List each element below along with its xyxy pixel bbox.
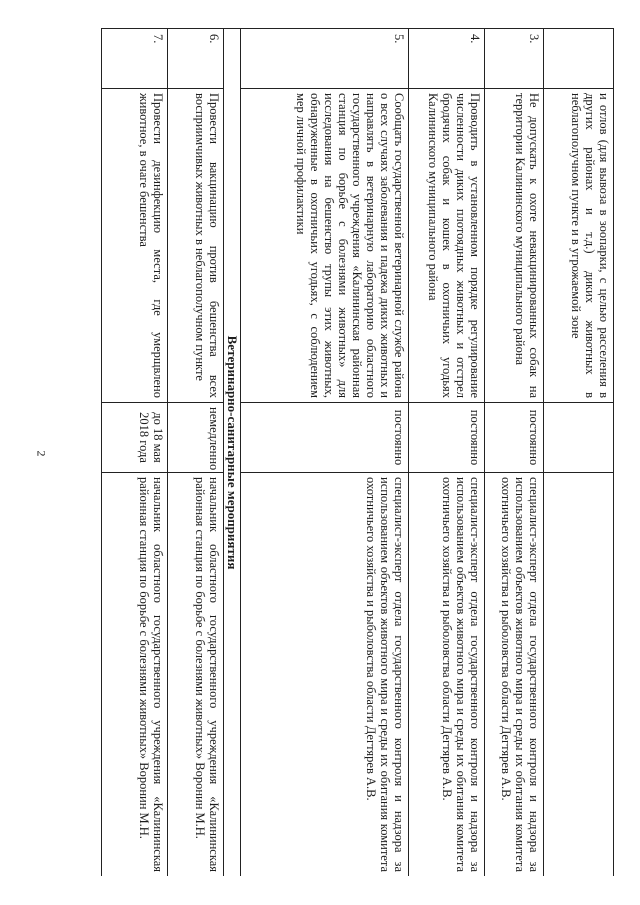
deadline-cell: немедленно	[168, 403, 224, 473]
page-number: 2	[34, 450, 49, 457]
responsible-cell: специалист-эксперт отдела государственного контроля и надзора за использованием объектов животного мира и среды их обитания комитета охотничьего хозяйства и рыболовства области Дегтярев А.В.	[241, 473, 409, 877]
measure-cell: Провести дезинфекцию места, где умерщвлено животное, в очаге бешенства	[102, 89, 168, 403]
measure-cell: Проводить в установленном порядке регулирование численности диких плотоядных животных и отстрел бродячих собак и кошек в охотничьих угодьях Калининского муниципального района	[409, 89, 485, 403]
row-number: 7.	[102, 29, 168, 89]
table-row	[168, 29, 224, 877]
responsible-cell: начальник областного государственного учреждения «Калининская районная станция по борьбе с болезнями животных» Воронин М.Н.	[168, 473, 224, 877]
section-header-row	[224, 29, 241, 877]
landscape-page	[88, 28, 614, 876]
responsible-cell: начальник областного государственного учреждения «Калининская районная станция по борьбе с болезнями животных» Воронин М.Н.	[102, 473, 168, 877]
measure-cell: Не допускать к охоте невакцинированных собак на территории Калининского муниципального района	[485, 89, 544, 403]
measure-cell: Провести вакцинацию против бешенства всех восприимчивых животных в неблагополучном пункте	[168, 89, 224, 403]
measures-table	[101, 28, 614, 876]
deadline-cell: постоянно	[409, 403, 485, 473]
row-number: 4.	[409, 29, 485, 89]
table-row	[485, 29, 544, 877]
table-row	[102, 29, 168, 877]
rotated-page-area	[88, 28, 614, 876]
deadline-cell: постоянно	[241, 403, 409, 473]
row-number	[544, 29, 614, 89]
responsible-cell: специалист-эксперт отдела государственного контроля и надзора за использованием объектов животного мира и среды их обитания комитета охотничьего хозяйства и рыболовства области Дегтярев А.В.	[485, 473, 544, 877]
deadline-cell: до 18 мая 2018 года	[102, 403, 168, 473]
table-row	[241, 29, 409, 877]
row-number: 6.	[168, 29, 224, 89]
measure-cell: и отлов (для вывоза в зоопарки, с целью расселения в других районах и т.д.) диких животных в неблагополучном пункте и в угрожаемой зоне	[544, 89, 614, 403]
deadline-cell	[544, 403, 614, 473]
deadline-cell: постоянно	[485, 403, 544, 473]
measure-cell: Сообщать государственной ветеринарной службе района о всех случаях заболевания и падежа диких животных и направлять в ветеринарную лабораторию областного государственного учреждения «Калининская районная станция по борьбе с болезнями животных» для исследования на бешенство трупы этих животных, обнаруженные в охотничьих угодьях, с соблюдением мер личной профилактики	[241, 89, 409, 403]
section-title: Ветеринарно-санитарные мероприятия	[224, 29, 241, 877]
responsible-cell: специалист-эксперт отдела государственного контроля и надзора за использованием объектов животного мира и среды их обитания комитета охотничьего хозяйства и рыболовства области Дегтярев А.В.	[409, 473, 485, 877]
table-row	[544, 29, 614, 877]
responsible-cell	[544, 473, 614, 877]
table-row	[409, 29, 485, 877]
row-number: 5.	[241, 29, 409, 89]
row-number: 3.	[485, 29, 544, 89]
